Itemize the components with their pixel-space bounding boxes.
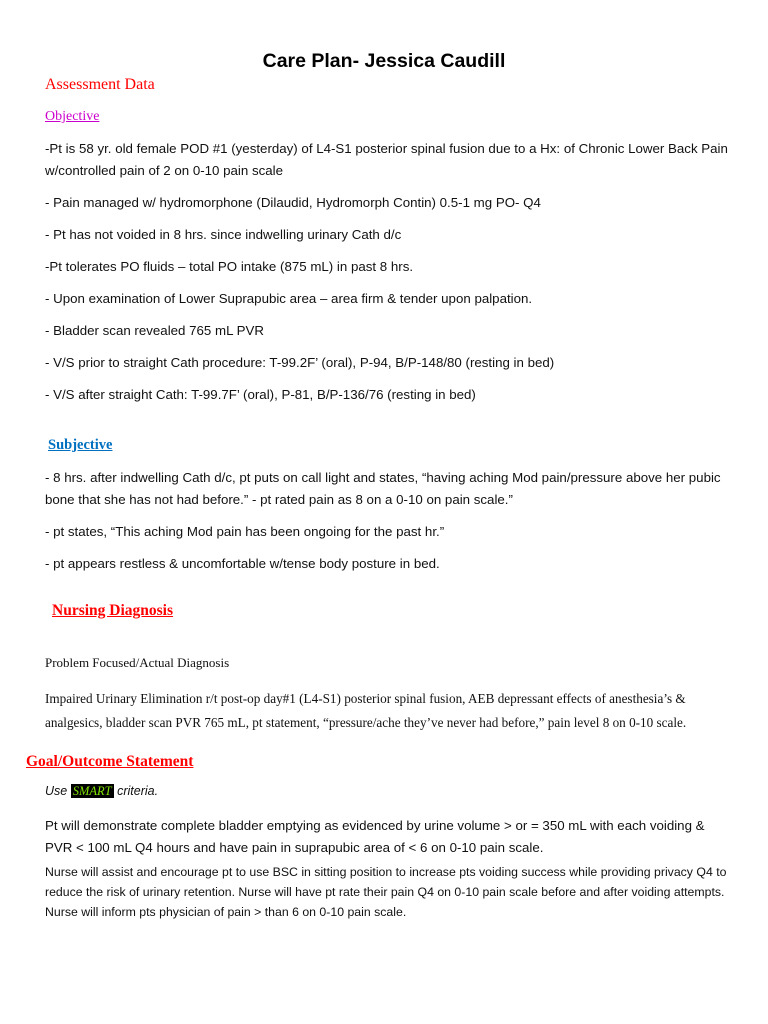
assessment-heading: Assessment Data [45, 76, 155, 93]
smart-prefix: Use [45, 784, 68, 798]
subjective-item: - pt states, “This aching Mod pain has been ongoing for the past hr.” [45, 524, 445, 539]
goal-statement: Pt will demonstrate complete bladder emptying as evidenced by urine volume > or = 350 mL with each voiding & PVR < 100 mL Q4 hours and have pain in suprapubic area of < 6 on 0-10 pain scale. [45, 818, 705, 855]
smart-criteria-line [45, 784, 158, 799]
objective-item: - Upon examination of Lower Suprapubic area – area firm & tender upon palpation. [45, 291, 533, 306]
goal-heading: Goal/Outcome Statement [26, 753, 194, 770]
objective-item: - Pain managed w/ hydromorphone (Dilaudid, Hydromorph Contin) 0.5-1 mg PO- Q4 [45, 195, 541, 210]
subjective-item: - 8 hrs. after indwelling Cath d/c, pt puts on call light and states, “having aching Mod pain/pressure above her pubic bone that she has not had before.” - pt rated pain as 8 on a 0-10 on pain scale.” [45, 470, 721, 507]
subjective-item: - pt appears restless & uncomfortable w/tense body posture in bed. [45, 556, 440, 571]
nurse-plan: Nurse will assist and encourage pt to use BSC in sitting position to increase pts voiding success while providing privacy Q4 to reduce the risk of urinary retention. Nurse will have pt rate their pain Q4 on 0-10 pain scale before and after voiding attempts. Nurse will inform pts physician of pain > than 6 on 0-10 pain scale. [45, 865, 727, 919]
diagnosis-text: Impaired Urinary Elimination r/t post-op day#1 (L4-S1) posterior spinal fusion, AEB depressant effects of anesthesia’s & analgesics, bladder scan PVR 765 mL, pt statement, “pressure/ache they’ve never had before,” pain level 8 on 0-10 scale. [45, 691, 687, 730]
smart-highlight: SMART [72, 784, 112, 798]
nursing-diagnosis-heading: Nursing Diagnosis [52, 602, 174, 619]
objective-item: - V/S prior to straight Cath procedure: T-99.2F’ (oral), P-94, B/P-148/80 (resting in bed) [45, 355, 555, 370]
objective-item: - Pt has not voided in 8 hrs. since indwelling urinary Cath d/c [45, 227, 402, 242]
objective-item: -Pt is 58 yr. old female POD #1 (yesterday) of L4-S1 posterior spinal fusion due to a Hx: of Chronic Lower Back Pain w/controlled pain of 2 on 0-10 pain scale [45, 141, 728, 178]
smart-suffix: criteria. [117, 784, 159, 798]
page-title: Care Plan- Jessica Caudill [262, 50, 506, 72]
diagnosis-subheading: Problem Focused/Actual Diagnosis [45, 655, 230, 670]
objective-item: -Pt tolerates PO fluids – total PO intake (875 mL) in past 8 hrs. [45, 259, 414, 274]
objective-heading: Objective [45, 109, 100, 124]
subjective-heading: Subjective [48, 437, 113, 453]
objective-item: - Bladder scan revealed 765 mL PVR [45, 323, 265, 338]
objective-item: - V/S after straight Cath: T-99.7F’ (oral), P-81, B/P-136/76 (resting in bed) [45, 387, 476, 402]
